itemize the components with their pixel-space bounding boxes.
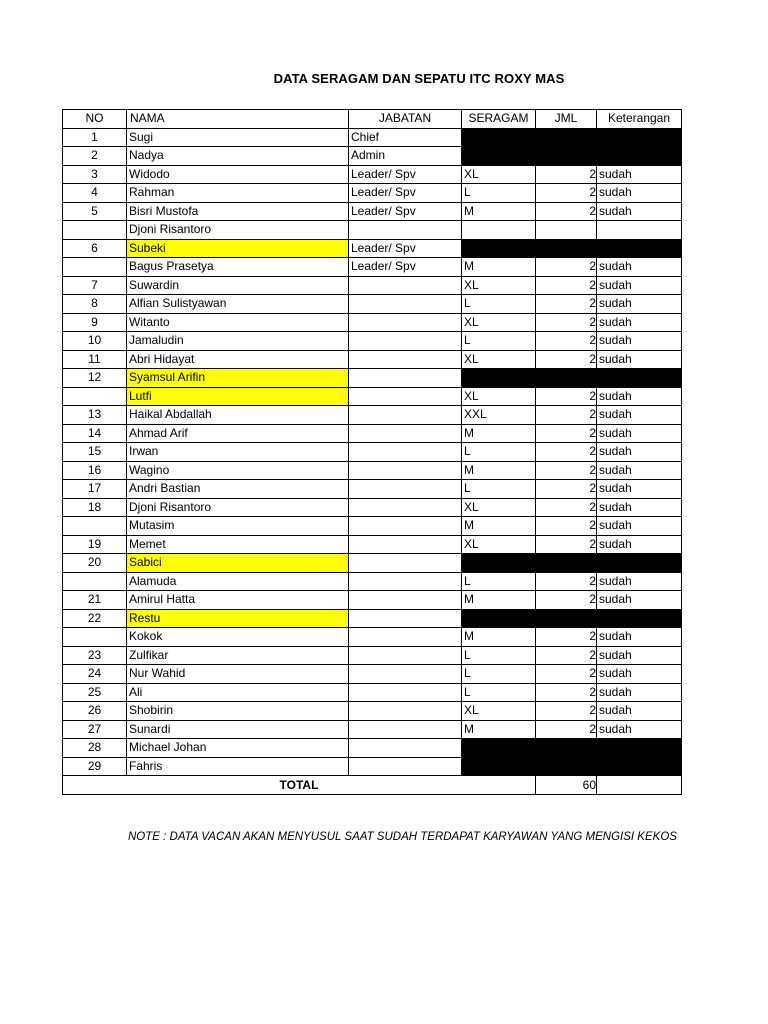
row-jml-cell: 2 (536, 313, 597, 332)
row-nama-cell: Michael Johan (127, 739, 349, 758)
row-nama-cell: Jamaludin (127, 332, 349, 351)
row-no-cell (63, 572, 127, 591)
row-keterangan-cell (597, 221, 682, 240)
row-jabatan-cell (349, 295, 462, 314)
table-row (63, 128, 682, 147)
row-seragam-cell: L (462, 443, 536, 462)
row-jabatan-cell: Leader/ Spv (349, 165, 462, 184)
row-no-cell: 24 (63, 665, 127, 684)
table-row (63, 147, 682, 166)
table-row (63, 295, 682, 314)
row-keterangan-cell: sudah (597, 498, 682, 517)
row-jml-cell (536, 221, 597, 240)
row-nama-cell: Djoni Risantoro (127, 498, 349, 517)
row-nama-cell: Widodo (127, 165, 349, 184)
row-jabatan-cell (349, 517, 462, 536)
row-keterangan-cell: sudah (597, 702, 682, 721)
row-nama-cell: Memet (127, 535, 349, 554)
row-no-cell: 1 (63, 128, 127, 147)
row-no-cell: 20 (63, 554, 127, 573)
row-jml-cell: 2 (536, 517, 597, 536)
row-jabatan-cell (349, 739, 462, 758)
row-nama-cell: Witanto (127, 313, 349, 332)
row-jabatan-cell (349, 646, 462, 665)
row-nama-cell: Nur Wahid (127, 665, 349, 684)
row-jml-cell: 2 (536, 720, 597, 739)
row-jml-cell: 2 (536, 591, 597, 610)
table-row (63, 572, 682, 591)
row-jml-cell: 2 (536, 498, 597, 517)
row-jabatan-cell: Leader/ Spv (349, 258, 462, 277)
row-jml-cell: 2 (536, 184, 597, 203)
redacted-cell (462, 757, 682, 776)
table-row (63, 628, 682, 647)
row-nama-cell: Syamsul Arifin (127, 369, 349, 388)
row-jml-cell: 2 (536, 665, 597, 684)
row-jabatan-cell (349, 498, 462, 517)
row-seragam-cell: M (462, 258, 536, 277)
table-row (63, 554, 682, 573)
row-keterangan-cell: sudah (597, 683, 682, 702)
table-row (63, 221, 682, 240)
row-jml-cell: 2 (536, 165, 597, 184)
table-row (63, 202, 682, 221)
table-row (63, 665, 682, 684)
row-nama-cell: Ali (127, 683, 349, 702)
row-jabatan-cell: Leader/ Spv (349, 239, 462, 258)
header-keterangan: Keterangan (597, 110, 682, 129)
row-seragam-cell: M (462, 424, 536, 443)
row-jabatan-cell (349, 276, 462, 295)
row-keterangan-cell: sudah (597, 443, 682, 462)
row-no-cell: 13 (63, 406, 127, 425)
row-jabatan-cell (349, 683, 462, 702)
total-label: TOTAL (63, 776, 536, 795)
row-seragam-cell: L (462, 646, 536, 665)
row-no-cell: 25 (63, 683, 127, 702)
row-jabatan-cell (349, 369, 462, 388)
row-jml-cell: 2 (536, 480, 597, 499)
row-jabatan-cell (349, 480, 462, 499)
row-jml-cell: 2 (536, 461, 597, 480)
row-jabatan-cell (349, 461, 462, 480)
table-row (63, 757, 682, 776)
row-keterangan-cell: sudah (597, 461, 682, 480)
row-seragam-cell: L (462, 295, 536, 314)
row-jabatan-cell (349, 572, 462, 591)
row-nama-cell: Suwardin (127, 276, 349, 295)
row-no-cell: 19 (63, 535, 127, 554)
row-nama-cell: Sunardi (127, 720, 349, 739)
row-jabatan-cell (349, 332, 462, 351)
row-no-cell: 3 (63, 165, 127, 184)
uniform-table (62, 109, 682, 795)
row-jml-cell: 2 (536, 683, 597, 702)
row-nama-cell: Alamuda (127, 572, 349, 591)
row-nama-cell: Rahman (127, 184, 349, 203)
redacted-cell (462, 239, 682, 258)
row-jml-cell: 2 (536, 202, 597, 221)
row-seragam-cell: XL (462, 702, 536, 721)
row-nama-cell: Sugi (127, 128, 349, 147)
row-nama-cell: Irwan (127, 443, 349, 462)
table-row (63, 498, 682, 517)
row-no-cell: 11 (63, 350, 127, 369)
table-row (63, 313, 682, 332)
table-row (63, 387, 682, 406)
table-row (63, 424, 682, 443)
row-no-cell: 9 (63, 313, 127, 332)
row-jabatan-cell (349, 609, 462, 628)
row-jml-cell: 2 (536, 628, 597, 647)
row-nama-cell: Lutfi (127, 387, 349, 406)
table-row (63, 517, 682, 536)
row-nama-cell: Wagino (127, 461, 349, 480)
table-row (63, 702, 682, 721)
row-seragam-cell: XL (462, 276, 536, 295)
row-nama-cell: Zulfikar (127, 646, 349, 665)
row-keterangan-cell: sudah (597, 387, 682, 406)
row-no-cell: 6 (63, 239, 127, 258)
row-nama-cell: Alfian Sulistyawan (127, 295, 349, 314)
row-seragam-cell: M (462, 591, 536, 610)
row-jabatan-cell: Leader/ Spv (349, 184, 462, 203)
row-no-cell: 22 (63, 609, 127, 628)
row-jml-cell: 2 (536, 406, 597, 425)
row-jabatan-cell (349, 628, 462, 647)
row-jabatan-cell (349, 443, 462, 462)
header-seragam: SERAGAM (462, 110, 536, 129)
row-no-cell: 21 (63, 591, 127, 610)
row-jml-cell: 2 (536, 332, 597, 351)
page-title: DATA SERAGAM DAN SEPATU ITC ROXY MAS (273, 71, 565, 86)
table-row (63, 184, 682, 203)
row-no-cell: 12 (63, 369, 127, 388)
row-keterangan-cell: sudah (597, 480, 682, 499)
row-no-cell (63, 258, 127, 277)
row-nama-cell: Shobirin (127, 702, 349, 721)
total-value: 60 (536, 776, 597, 795)
row-keterangan-cell: sudah (597, 258, 682, 277)
row-keterangan-cell: sudah (597, 424, 682, 443)
row-no-cell: 8 (63, 295, 127, 314)
row-keterangan-cell: sudah (597, 350, 682, 369)
row-jml-cell: 2 (536, 535, 597, 554)
row-no-cell (63, 221, 127, 240)
row-seragam-cell: L (462, 480, 536, 499)
row-jabatan-cell (349, 591, 462, 610)
row-jabatan-cell (349, 350, 462, 369)
redacted-cell (462, 128, 682, 147)
row-keterangan-cell: sudah (597, 313, 682, 332)
row-jml-cell: 2 (536, 424, 597, 443)
row-no-cell: 17 (63, 480, 127, 499)
row-seragam-cell: L (462, 665, 536, 684)
row-jml-cell: 2 (536, 258, 597, 277)
row-jml-cell: 2 (536, 702, 597, 721)
row-nama-cell: Andri Bastian (127, 480, 349, 499)
header-nama: NAMA (127, 110, 349, 129)
row-jabatan-cell (349, 221, 462, 240)
header-jabatan: JABATAN (349, 110, 462, 129)
row-no-cell: 15 (63, 443, 127, 462)
row-keterangan-cell: sudah (597, 165, 682, 184)
row-jml-cell: 2 (536, 646, 597, 665)
row-no-cell (63, 387, 127, 406)
row-keterangan-cell: sudah (597, 665, 682, 684)
row-jabatan-cell (349, 702, 462, 721)
row-jml-cell: 2 (536, 295, 597, 314)
row-seragam-cell: L (462, 572, 536, 591)
row-no-cell: 4 (63, 184, 127, 203)
row-jabatan-cell (349, 757, 462, 776)
row-no-cell: 27 (63, 720, 127, 739)
row-no-cell: 16 (63, 461, 127, 480)
row-no-cell: 10 (63, 332, 127, 351)
redacted-cell (462, 147, 682, 166)
row-nama-cell: Nadya (127, 147, 349, 166)
row-jml-cell: 2 (536, 276, 597, 295)
row-keterangan-cell: sudah (597, 646, 682, 665)
row-no-cell: 2 (63, 147, 127, 166)
row-nama-cell: Ahmad Arif (127, 424, 349, 443)
row-keterangan-cell: sudah (597, 406, 682, 425)
table-row (63, 258, 682, 277)
row-seragam-cell: XL (462, 387, 536, 406)
row-nama-cell: Subeki (127, 239, 349, 258)
table-row (63, 683, 682, 702)
header-jml: JML (536, 110, 597, 129)
table-row (63, 739, 682, 758)
row-jml-cell: 2 (536, 443, 597, 462)
row-seragam-cell: M (462, 202, 536, 221)
row-jml-cell: 2 (536, 387, 597, 406)
row-nama-cell: Bisri Mustofa (127, 202, 349, 221)
table-row (63, 480, 682, 499)
row-keterangan-cell: sudah (597, 332, 682, 351)
row-seragam-cell: L (462, 184, 536, 203)
row-no-cell: 26 (63, 702, 127, 721)
row-keterangan-cell: sudah (597, 295, 682, 314)
row-seragam-cell: XXL (462, 406, 536, 425)
row-keterangan-cell: sudah (597, 535, 682, 554)
row-jabatan-cell (349, 720, 462, 739)
row-keterangan-cell: sudah (597, 184, 682, 203)
row-jabatan-cell (349, 387, 462, 406)
row-keterangan-cell: sudah (597, 628, 682, 647)
row-seragam-cell: XL (462, 165, 536, 184)
row-nama-cell: Abri Hidayat (127, 350, 349, 369)
row-seragam-cell: XL (462, 498, 536, 517)
row-nama-cell: Kokok (127, 628, 349, 647)
footer-note: NOTE : DATA VACAN AKAN MENYUSUL SAAT SUDAH TERDAPAT KARYAWAN YANG MENGISI KEKOS (128, 831, 677, 843)
row-nama-cell: Bagus Prasetya (127, 258, 349, 277)
row-seragam-cell: M (462, 461, 536, 480)
row-jabatan-cell (349, 554, 462, 573)
table-row (63, 720, 682, 739)
row-jml-cell: 2 (536, 350, 597, 369)
redacted-cell (462, 369, 682, 388)
row-jabatan-cell (349, 665, 462, 684)
row-jabatan-cell (349, 313, 462, 332)
table-row (63, 165, 682, 184)
row-jabatan-cell: Leader/ Spv (349, 202, 462, 221)
row-seragam-cell: M (462, 720, 536, 739)
row-seragam-cell: L (462, 332, 536, 351)
total-row (63, 776, 682, 795)
row-no-cell: 7 (63, 276, 127, 295)
table-header-row (63, 110, 682, 129)
table-row (63, 332, 682, 351)
row-seragam-cell: M (462, 628, 536, 647)
table-row (63, 406, 682, 425)
table-row (63, 591, 682, 610)
table-row (63, 535, 682, 554)
row-seragam-cell: XL (462, 313, 536, 332)
row-no-cell: 23 (63, 646, 127, 665)
row-keterangan-cell: sudah (597, 276, 682, 295)
redacted-cell (462, 609, 682, 628)
row-jml-cell: 2 (536, 572, 597, 591)
row-jabatan-cell (349, 424, 462, 443)
redacted-cell (462, 739, 682, 758)
row-no-cell (63, 517, 127, 536)
table-row (63, 443, 682, 462)
row-seragam-cell: M (462, 517, 536, 536)
row-keterangan-cell: sudah (597, 591, 682, 610)
row-nama-cell: Haikal Abdallah (127, 406, 349, 425)
row-no-cell: 18 (63, 498, 127, 517)
row-nama-cell: Restu (127, 609, 349, 628)
table-row (63, 646, 682, 665)
row-jabatan-cell: Admin (349, 147, 462, 166)
row-no-cell: 5 (63, 202, 127, 221)
row-seragam-cell (462, 221, 536, 240)
row-keterangan-cell: sudah (597, 572, 682, 591)
row-nama-cell: Djoni Risantoro (127, 221, 349, 240)
row-nama-cell: Mutasim (127, 517, 349, 536)
row-jabatan-cell (349, 406, 462, 425)
row-keterangan-cell: sudah (597, 202, 682, 221)
row-jabatan-cell (349, 535, 462, 554)
row-no-cell (63, 628, 127, 647)
row-seragam-cell: XL (462, 535, 536, 554)
row-nama-cell: Sabici (127, 554, 349, 573)
row-nama-cell: Fahris (127, 757, 349, 776)
row-nama-cell: Amirul Hatta (127, 591, 349, 610)
table-row (63, 461, 682, 480)
table-row (63, 350, 682, 369)
table-row (63, 239, 682, 258)
table-row (63, 369, 682, 388)
row-no-cell: 28 (63, 739, 127, 758)
table-row (63, 609, 682, 628)
header-no: NO (63, 110, 127, 129)
row-keterangan-cell: sudah (597, 720, 682, 739)
redacted-cell (462, 554, 682, 573)
row-no-cell: 14 (63, 424, 127, 443)
row-jabatan-cell: Chief (349, 128, 462, 147)
total-empty-cell (597, 776, 682, 795)
row-seragam-cell: L (462, 683, 536, 702)
row-no-cell: 29 (63, 757, 127, 776)
table-row (63, 276, 682, 295)
row-seragam-cell: XL (462, 350, 536, 369)
row-keterangan-cell: sudah (597, 517, 682, 536)
